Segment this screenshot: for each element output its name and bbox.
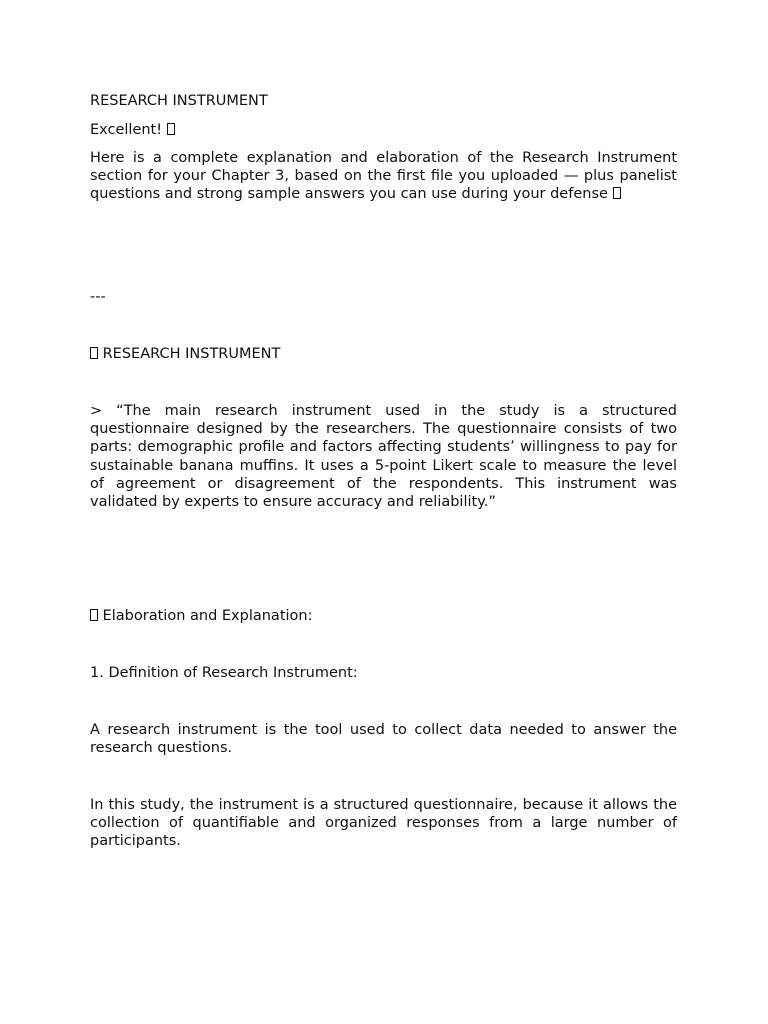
section-heading-text: RESEARCH INSTRUMENT [102, 346, 281, 362]
document-page [90, 0, 677, 1024]
missing-glyph-icon [90, 347, 98, 359]
intro-paragraph [90, 149, 677, 204]
greeting-line [90, 121, 677, 139]
quote-paragraph [90, 402, 677, 511]
missing-glyph-icon [613, 187, 621, 199]
elaboration-heading [90, 607, 677, 625]
document-title: RESEARCH INSTRUMENT [90, 93, 268, 109]
definition-heading: 1. Definition of Research Instrument: [90, 665, 358, 681]
separator: --- [90, 289, 106, 305]
definition-paragraph: A research instrument is the tool used to collect data needed to answer the research questions. [90, 722, 677, 757]
greeting-text: Excellent! [90, 122, 163, 138]
elaboration-heading-text: Elaboration and Explanation: [102, 608, 313, 624]
missing-glyph-icon [90, 609, 98, 621]
section-heading [90, 345, 677, 363]
quote-text: > “The main research instrument used in the study is a structured questionnaire designed by the researchers. The questionnaire consists of two parts: demographic profile and factors affecting students’ willingness to pay for sustainable banana muffins. It uses a 5-point Likert scale to measure the level of agreement or disagreement of the respondents. This instrument was validated by experts to ensure accuracy and reliability.” [90, 403, 677, 511]
study-paragraph: In this study, the instrument is a structured questionnaire, because it allows the collection of quantifiable and organized responses from a large number of participants. [90, 797, 677, 850]
intro-text: Here is a complete explanation and elaboration of the Research Instrument section for your Chapter 3, based on the first file you uploaded — plus panelist questions and strong sample answers you can use during your defense [90, 150, 677, 203]
missing-glyph-icon [167, 123, 175, 135]
